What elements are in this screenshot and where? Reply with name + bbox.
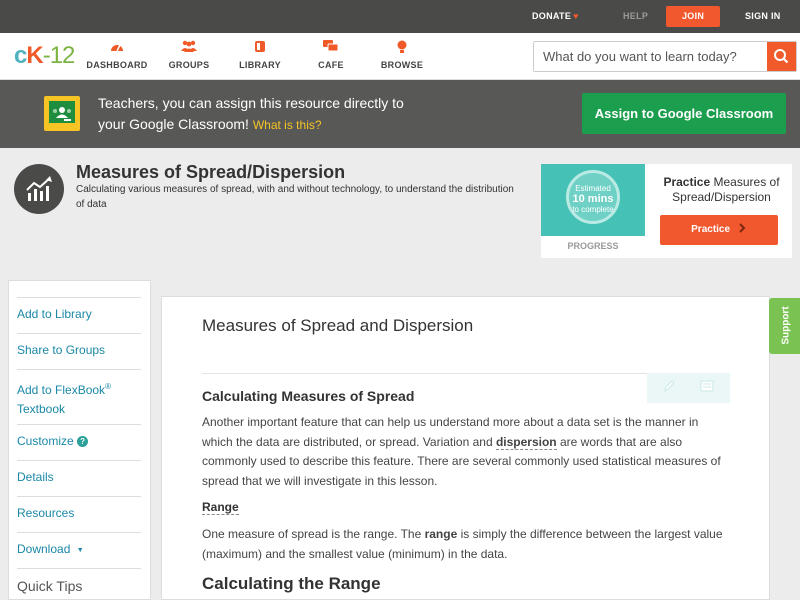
progress-label: PROGRESS — [567, 241, 619, 251]
sidebar-item-customize[interactable] — [17, 432, 141, 451]
logo-part-k: K — [26, 42, 43, 69]
donate-link[interactable] — [532, 0, 579, 33]
logo-part-c: c — [14, 42, 27, 69]
progress-graphic — [541, 164, 645, 236]
assign-to-classroom-button[interactable]: Assign to Google Classroom — [582, 93, 786, 134]
page-title: Measures of Spread/Dispersion — [76, 162, 346, 182]
section-heading: Calculating Measures of Spread — [202, 388, 415, 404]
logo-part-12: -12 — [42, 42, 75, 69]
cafe-icon — [296, 40, 366, 56]
estimated-time-badge — [566, 170, 620, 224]
practice-card — [541, 164, 792, 258]
google-classroom-icon — [44, 96, 80, 131]
page-description: Calculating various measures of spread, with and without technology, to understand the distribution of data — [76, 184, 514, 210]
statistics-chart-icon — [14, 164, 64, 214]
nav-dashboard-label: DASHBOARD — [86, 60, 148, 70]
sidebar-divider — [17, 297, 141, 298]
nav-groups-label: GROUPS — [168, 60, 210, 70]
ck12-logo[interactable] — [14, 42, 74, 70]
download-label: Download — [17, 542, 71, 556]
sidebar-divider — [17, 496, 141, 497]
sidebar-divider — [17, 369, 141, 370]
paragraph-2-text-a: One measure of spread is the range. The — [202, 527, 425, 541]
nav-groups[interactable] — [154, 40, 224, 70]
sidebar-divider — [17, 568, 141, 569]
sidebar-item-download[interactable] — [17, 540, 141, 560]
classroom-message — [98, 93, 498, 136]
browse-icon — [367, 40, 437, 56]
practice-title — [651, 175, 792, 205]
nav-browse[interactable] — [367, 40, 437, 70]
classroom-message-line1: Teachers, you can assign this resource directly to — [98, 95, 404, 111]
pencil-icon[interactable] — [663, 379, 675, 396]
sidebar-item-share-to-groups[interactable]: Share to Groups — [17, 343, 106, 357]
chevron-right-icon — [737, 223, 747, 233]
nav-browse-label: BROWSE — [380, 60, 424, 70]
join-button[interactable]: JOIN — [666, 6, 720, 27]
nav-library[interactable] — [225, 40, 295, 70]
textbook-label: Textbook — [17, 402, 66, 416]
paragraph-2 — [202, 525, 732, 564]
paragraph-1-text-a: Another important feature that can help us understand more about a data set is the manner in which the data are distributed, or spread. Variation and — [202, 415, 699, 449]
term-range: range — [424, 527, 458, 541]
sidebar-item-add-to-library[interactable]: Add to Library — [17, 307, 92, 321]
quick-tips-heading[interactable]: Quick Tips — [17, 578, 83, 594]
left-sidebar — [8, 280, 151, 600]
sidebar-item-resources[interactable]: Resources — [17, 506, 75, 520]
dashboard-icon — [82, 40, 152, 56]
sidebar-divider — [17, 424, 141, 425]
nav-dashboard[interactable] — [82, 40, 152, 70]
help-question-icon[interactable]: ? — [77, 436, 88, 447]
edit-tools — [647, 373, 730, 403]
paragraph-1-text-b: are words that are also commonly used to describe this feature. There are several commonly used statistical measures of spread that we will investigate in this lesson. — [202, 434, 721, 488]
paragraph-1 — [202, 413, 732, 491]
search-icon — [767, 42, 796, 71]
practice-title-rest: Measures of Spread/Dispersion — [672, 175, 780, 204]
heart-icon: ♥ — [573, 11, 579, 21]
caret-down-icon: ▼ — [76, 547, 84, 554]
estimated-label: Estimated — [575, 184, 611, 193]
term-range-heading[interactable]: Range — [202, 500, 239, 514]
what-is-this-link[interactable]: What is this? — [252, 118, 322, 132]
notes-icon[interactable] — [700, 379, 714, 396]
search-box — [533, 41, 797, 72]
customize-label: Customize — [17, 434, 74, 448]
practice-title-bold: Practice — [663, 175, 711, 189]
sidebar-divider — [17, 532, 141, 533]
classroom-message-line2: your Google Classroom! — [98, 116, 249, 132]
sidebar-item-add-to-flexbook[interactable] — [17, 377, 141, 419]
paragraph-2-text-b: is simply the difference between the largest value (maximum) and the smallest value (minimum) in the data. — [202, 527, 723, 561]
search-button[interactable] — [767, 42, 796, 71]
main-nav — [0, 33, 800, 80]
practice-button[interactable] — [660, 215, 778, 245]
support-label: Support — [780, 306, 792, 345]
sidebar-divider — [17, 333, 141, 334]
help-link[interactable]: HELP — [623, 11, 649, 21]
nav-library-label: LIBRARY — [239, 60, 281, 70]
sidebar-divider — [17, 460, 141, 461]
signin-link[interactable]: SIGN IN — [745, 11, 781, 21]
library-icon — [225, 40, 295, 56]
support-tab[interactable] — [769, 298, 800, 354]
lesson-title: Measures of Spread and Dispersion — [202, 316, 474, 335]
add-to-flexbook-label: Add to FlexBook — [17, 383, 106, 397]
registered-mark: ® — [105, 382, 111, 391]
sidebar-item-details[interactable]: Details — [17, 470, 54, 484]
estimated-minutes: 10 mins — [572, 193, 614, 205]
nav-cafe-label: CAFE — [318, 60, 344, 70]
nav-cafe[interactable] — [296, 40, 366, 70]
top-bar — [0, 0, 800, 33]
groups-icon — [154, 40, 224, 56]
practice-button-label: Practice — [691, 224, 731, 235]
term-dispersion[interactable]: dispersion — [495, 434, 557, 449]
search-input[interactable] — [534, 42, 768, 71]
to-complete-label: to complete — [572, 205, 614, 214]
section-heading-2: Calculating the Range — [202, 574, 381, 593]
donate-label: DONATE — [532, 11, 572, 21]
